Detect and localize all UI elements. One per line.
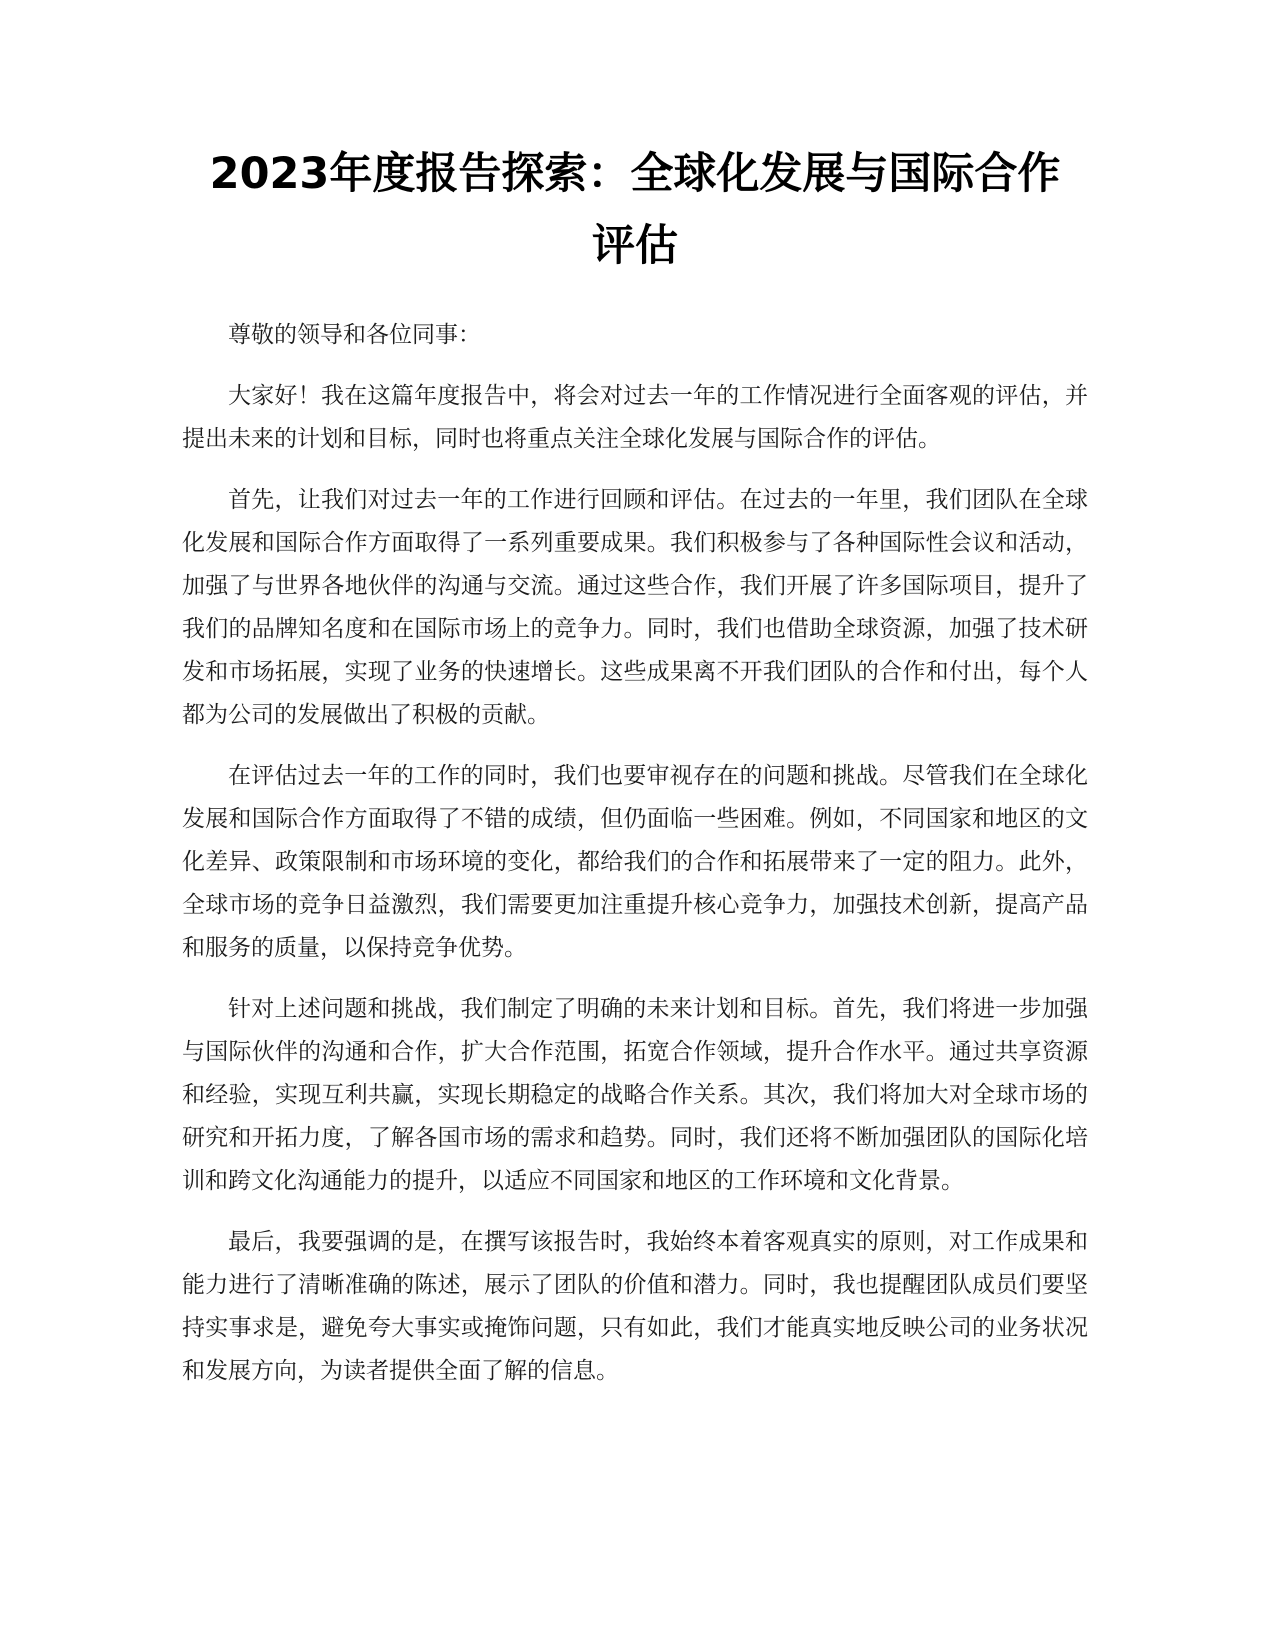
paragraph-plans: 针对上述问题和挑战，我们制定了明确的未来计划和目标。首先，我们将进一步加强与国际伙伴的沟通和合作，扩大合作范围，拓宽合作领域，提升合作水平。通过共享资源和经验，实现互利共赢，实现长期稳定的战略合作关系。其次，我们将加大对全球市场的研究和开拓力度，了解各国市场的需求和趋势。同时，我们还将不断加强团队的国际化培训和跨文化沟通能力的提升，以适应不同国家和地区的工作环境和文化背景。 bbox=[182, 996, 1088, 1194]
paragraph-challenges: 在评估过去一年的工作的同时，我们也要审视存在的问题和挑战。尽管我们在全球化发展和国际合作方面取得了不错的成绩，但仍面临一些困难。例如，不同国家和地区的文化差异、政策限制和市场环境的变化，都给我们的合作和拓展带来了一定的阻力。此外，全球市场的竞争日益激烈，我们需要更加注重提升核心竞争力，加强技术创新，提高产品和服务的质量，以保持竞争优势。 bbox=[182, 763, 1088, 961]
document-title bbox=[182, 138, 1088, 282]
title-line-2: 评估 bbox=[592, 221, 678, 271]
document-page bbox=[182, 138, 1088, 1411]
document-body bbox=[182, 314, 1088, 1393]
paragraph-conclusion: 最后，我要强调的是，在撰写该报告时，我始终本着客观真实的原则，对工作成果和能力进行了清晰准确的陈述，展示了团队的价值和潜力。同时，我也提醒团队成员们要坚持实事求是，避免夸大事实或掩饰问题，只有如此，我们才能真实地反映公司的业务状况和发展方向，为读者提供全面了解的信息。 bbox=[182, 1229, 1088, 1384]
paragraph-review: 首先，让我们对过去一年的工作进行回顾和评估。在过去的一年里，我们团队在全球化发展和国际合作方面取得了一系列重要成果。我们积极参与了各种国际性会议和活动，加强了与世界各地伙伴的沟通与交流。通过这些合作，我们开展了许多国际项目，提升了我们的品牌知名度和在国际市场上的竞争力。同时，我们也借助全球资源，加强了技术研发和市场拓展，实现了业务的快速增长。这些成果离不开我们团队的合作和付出，每个人都为公司的发展做出了积极的贡献。 bbox=[182, 487, 1088, 728]
paragraph-greeting: 大家好！我在这篇年度报告中，将会对过去一年的工作情况进行全面客观的评估，并提出未来的计划和目标，同时也将重点关注全球化发展与国际合作的评估。 bbox=[182, 383, 1088, 452]
salutation: 尊敬的领导和各位同事： bbox=[228, 322, 481, 348]
title-line-1: 2023年度报告探索：全球化发展与国际合作 bbox=[209, 149, 1061, 199]
